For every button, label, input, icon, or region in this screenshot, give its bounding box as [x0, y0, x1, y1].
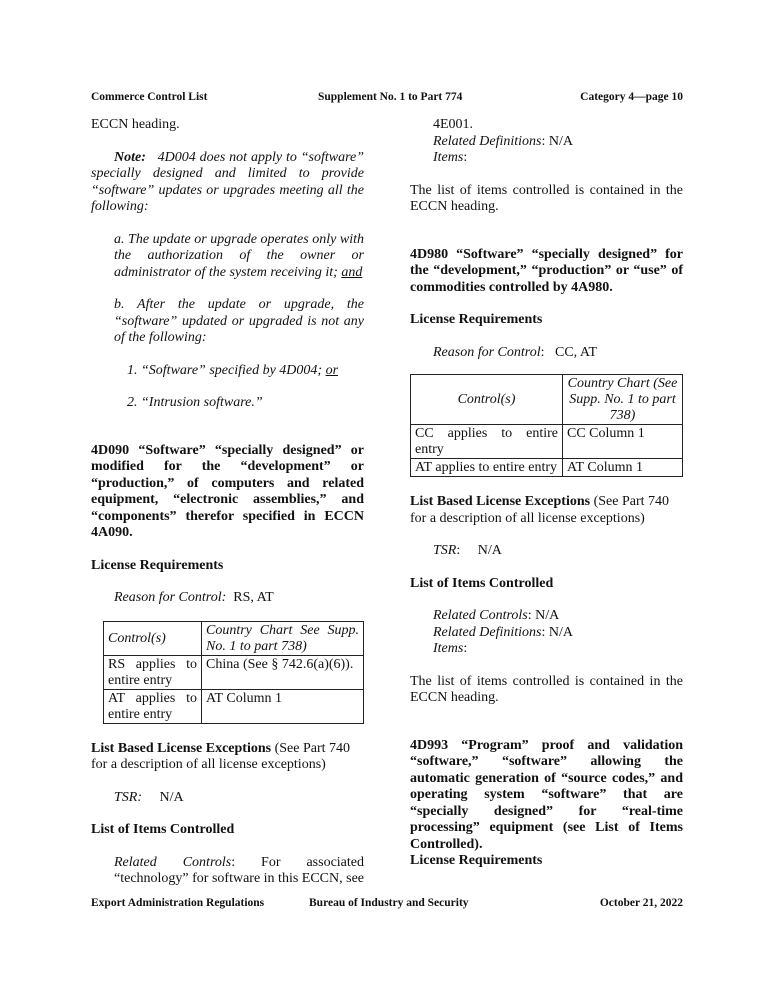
left-column — [91, 117, 364, 888]
note-text: 4D004 does not apply to “software” specially designed and limited to provide “software” updates or upgrades meeting all the following: — [91, 149, 365, 214]
note-paragraph — [91, 150, 364, 216]
note-item-b: b. After the update or upgrade, the “software” updated or upgraded is not any of the following: — [114, 297, 364, 345]
table-header-cell: Country Chart (See Supp. No. 1 to part 738) — [563, 375, 683, 425]
header-right: Category 4—page 10 — [580, 91, 683, 103]
conjunction-and: and — [341, 264, 363, 280]
table-header-cell: Country Chart See Supp. No. 1 to part 738) — [202, 621, 364, 655]
note-item-1: 1. “Software” specified by 4D004; or — [127, 362, 339, 378]
table-cell: CC applies to entire entry — [411, 425, 563, 459]
note-item-a: a. The update or upgrade operates only with the authorization of the owner or administrator of the system receiving it; and — [114, 231, 364, 280]
footer-right: October 21, 2022 — [599, 897, 683, 909]
table-header-cell: Control(s) — [104, 621, 202, 655]
note-label: Note: — [114, 149, 146, 165]
eccn-heading-tail: ECCN heading. — [91, 117, 180, 132]
license-requirements-label: License Requirements — [91, 557, 224, 573]
related-controls: Related Controls: For associated “technology” for software in this ECCN, see — [114, 854, 364, 886]
items-label: Items: — [433, 641, 468, 656]
table-cell: AT applies to entire entry — [411, 459, 563, 477]
list-of-items-controlled-label: List of Items Controlled — [410, 575, 554, 591]
items-text: The list of items controlled is contained in the ECCN heading. — [410, 182, 683, 214]
continued-reference: 4E001. — [433, 117, 474, 132]
table-cell: AT applies to entire entry — [104, 689, 202, 723]
list-of-items-controlled-label: List of Items Controlled — [91, 822, 235, 837]
note-item-2: 2. “Intrusion software.” — [127, 395, 263, 410]
table-row — [411, 459, 683, 477]
related-definitions: Related Definitions: N/A — [433, 624, 573, 640]
table-header-row — [411, 375, 683, 425]
table-row — [104, 689, 364, 723]
control-table-4d090 — [103, 621, 364, 724]
related-definitions: Related Definitions: N/A — [433, 133, 573, 149]
reason-for-control: Reason for Control: RS, AT — [114, 590, 274, 605]
table-header-cell: Control(s) — [411, 375, 563, 425]
control-table-4d980 — [410, 374, 683, 477]
table-header-row — [104, 621, 364, 655]
eccn-4d090-heading: 4D090 “Software” “specially designed” or modified for the “development” or “production,” of computers and related equipment, “electronic assemblies,” and “components” therefor specified in ECCN 4A090. — [91, 442, 364, 540]
table-cell: China (See § 742.6(a)(6)). — [202, 655, 364, 689]
eccn-4d980-heading: 4D980 “Software” “specially designed” for the “development,” “production” or “use” of commodities controlled by 4A980. — [410, 246, 683, 295]
items-text: The list of items controlled is contained in the ECCN heading. — [410, 673, 683, 705]
header-left: Commerce Control List — [91, 91, 208, 103]
right-column — [410, 117, 683, 870]
list-based-license-exceptions: List Based License Exceptions (See Part 740 for a description of all license exceptions) — [91, 740, 351, 772]
table-cell: AT Column 1 — [563, 459, 683, 477]
table-row — [104, 655, 364, 689]
footer-center: Bureau of Industry and Security — [309, 897, 469, 909]
table-cell: CC Column 1 — [563, 425, 683, 459]
footer-left: Export Administration Regulations — [91, 897, 265, 909]
license-requirements-label: License Requirements — [410, 312, 543, 327]
items-label: Items: — [433, 150, 468, 165]
tsr-line: TSR: N/A — [114, 789, 184, 805]
related-controls: Related Controls: N/A — [433, 608, 560, 623]
tsr-line: TSR: N/A — [433, 543, 502, 558]
table-cell: AT Column 1 — [202, 689, 364, 723]
license-requirements-label: License Requirements — [410, 853, 543, 868]
reason-for-control: Reason for Control: CC, AT — [433, 344, 598, 360]
table-row — [411, 425, 683, 459]
list-based-license-exceptions: List Based License Exceptions (See Part 740 for a description of all license exceptions) — [410, 494, 670, 526]
conjunction-or: or — [325, 362, 339, 378]
reason-value: RS, AT — [233, 590, 274, 605]
reason-value: CC, AT — [555, 344, 598, 360]
table-cell: RS applies to entire entry — [104, 655, 202, 689]
header-center: Supplement No. 1 to Part 774 — [318, 91, 463, 103]
eccn-4d993-heading: 4D993 “Program” proof and validation “software,” “software” allowing the automatic generation of “source codes,” and operating system “software” that are “specially designed” for “real-time processing” equipment (see List of Items Controlled). — [410, 737, 683, 852]
